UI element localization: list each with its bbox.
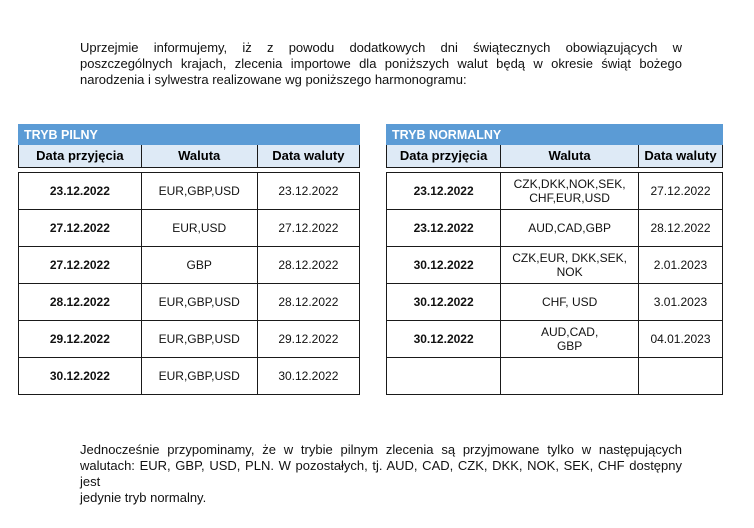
- currency-cell: [501, 358, 639, 395]
- receipt-date-cell: 30.12.2022: [387, 321, 501, 358]
- receipt-date-cell: 30.12.2022: [387, 284, 501, 321]
- column-header-currency: Waluta: [501, 145, 639, 168]
- table-row: [19, 173, 360, 210]
- currency-line: GBP: [186, 258, 212, 272]
- outro-line-2: walutach: EUR, GBP, USD, PLN. W pozostałych, tj. AUD, CAD, CZK, DKK, NOK, SEK, CHF dostępny jest: [80, 458, 682, 489]
- currency-cell: [141, 284, 257, 321]
- table-row: [19, 247, 360, 284]
- table-row: [19, 210, 360, 247]
- value-date-cell: 30.12.2022: [257, 358, 359, 395]
- currency-line: EUR,USD: [172, 221, 227, 235]
- outro-line-3: jedynie tryb normalny.: [80, 490, 207, 505]
- receipt-date-cell: [387, 358, 501, 395]
- currency-cell: [141, 173, 257, 210]
- outro-paragraph: [80, 442, 682, 506]
- currency-cell: [501, 247, 639, 284]
- value-date-cell: [638, 358, 722, 395]
- urgent-table-title: TRYB PILNY: [19, 125, 360, 145]
- table-row: [387, 358, 723, 395]
- table-row: [387, 173, 723, 210]
- currency-line: EUR,GBP,USD: [158, 295, 240, 309]
- value-date-cell: 28.12.2022: [257, 284, 359, 321]
- column-header-receipt-date: Data przyjęcia: [19, 145, 142, 168]
- intro-paragraph: [80, 40, 682, 88]
- currency-line: AUD,CAD,GBP: [528, 221, 611, 235]
- currency-cell: [141, 247, 257, 284]
- receipt-date-cell: 23.12.2022: [387, 173, 501, 210]
- currency-cell: [141, 210, 257, 247]
- normal-table-body: [387, 173, 723, 395]
- value-date-cell: 04.01.2023: [638, 321, 722, 358]
- table-row: [387, 321, 723, 358]
- table-row: [19, 321, 360, 358]
- value-date-cell: 2.01.2023: [638, 247, 722, 284]
- table-row: [387, 247, 723, 284]
- value-date-cell: 27.12.2022: [257, 210, 359, 247]
- urgent-mode-table: [18, 124, 360, 395]
- currency-line: CZK,DKK,NOK,SEK,: [513, 177, 626, 191]
- value-date-cell: 28.12.2022: [257, 247, 359, 284]
- column-header-value-date: Data waluty: [638, 145, 722, 168]
- column-header-value-date: Data waluty: [257, 145, 359, 168]
- receipt-date-cell: 30.12.2022: [19, 358, 142, 395]
- currency-cell: [501, 321, 639, 358]
- column-header-currency: Waluta: [141, 145, 257, 168]
- receipt-date-cell: 27.12.2022: [19, 210, 142, 247]
- currency-line: CHF, USD: [541, 295, 598, 309]
- table-row: [387, 210, 723, 247]
- receipt-date-cell: 30.12.2022: [387, 247, 501, 284]
- value-date-cell: 23.12.2022: [257, 173, 359, 210]
- normal-table-title: TRYB NORMALNY: [387, 125, 723, 145]
- currency-cell: [501, 173, 639, 210]
- currency-line: AUD,CAD,: [540, 325, 599, 339]
- table-row: [19, 284, 360, 321]
- currency-line: EUR,GBP,USD: [158, 332, 240, 346]
- intro-line-1: Uprzejmie informujemy, iż z powodu dodatkowych dni świątecznych obowiązujących w: [80, 40, 682, 55]
- currency-cell: [141, 358, 257, 395]
- receipt-date-cell: 23.12.2022: [19, 173, 142, 210]
- value-date-cell: 27.12.2022: [638, 173, 722, 210]
- receipt-date-cell: 23.12.2022: [387, 210, 501, 247]
- intro-line-3: narodzenia i sylwestra realizowane wg poniższego harmonogramu:: [80, 72, 467, 87]
- table-row: [19, 358, 360, 395]
- intro-line-2: poszczególnych krajach, zlecenia importowe dla poniższych walut będą w okresie świąt bożego: [80, 56, 682, 71]
- normal-mode-table: [386, 124, 723, 395]
- currency-line: GBP: [556, 339, 583, 353]
- receipt-date-cell: 29.12.2022: [19, 321, 142, 358]
- receipt-date-cell: 28.12.2022: [19, 284, 142, 321]
- currency-line: CZK,EUR, DKK,SEK, NOK: [512, 251, 627, 279]
- value-date-cell: 29.12.2022: [257, 321, 359, 358]
- table-row: [387, 284, 723, 321]
- outro-line-1: Jednocześnie przypominamy, że w trybie pilnym zlecenia są przyjmowane tylko w następujących: [80, 442, 682, 457]
- currency-line: EUR,GBP,USD: [158, 184, 240, 198]
- value-date-cell: 3.01.2023: [638, 284, 722, 321]
- currency-line: CHF,EUR,USD: [529, 191, 610, 205]
- currency-cell: [141, 321, 257, 358]
- column-header-receipt-date: Data przyjęcia: [387, 145, 501, 168]
- receipt-date-cell: 27.12.2022: [19, 247, 142, 284]
- currency-cell: [501, 210, 639, 247]
- currency-cell: [501, 284, 639, 321]
- currency-line: EUR,GBP,USD: [158, 369, 240, 383]
- value-date-cell: 28.12.2022: [638, 210, 722, 247]
- urgent-table-body: [19, 173, 360, 395]
